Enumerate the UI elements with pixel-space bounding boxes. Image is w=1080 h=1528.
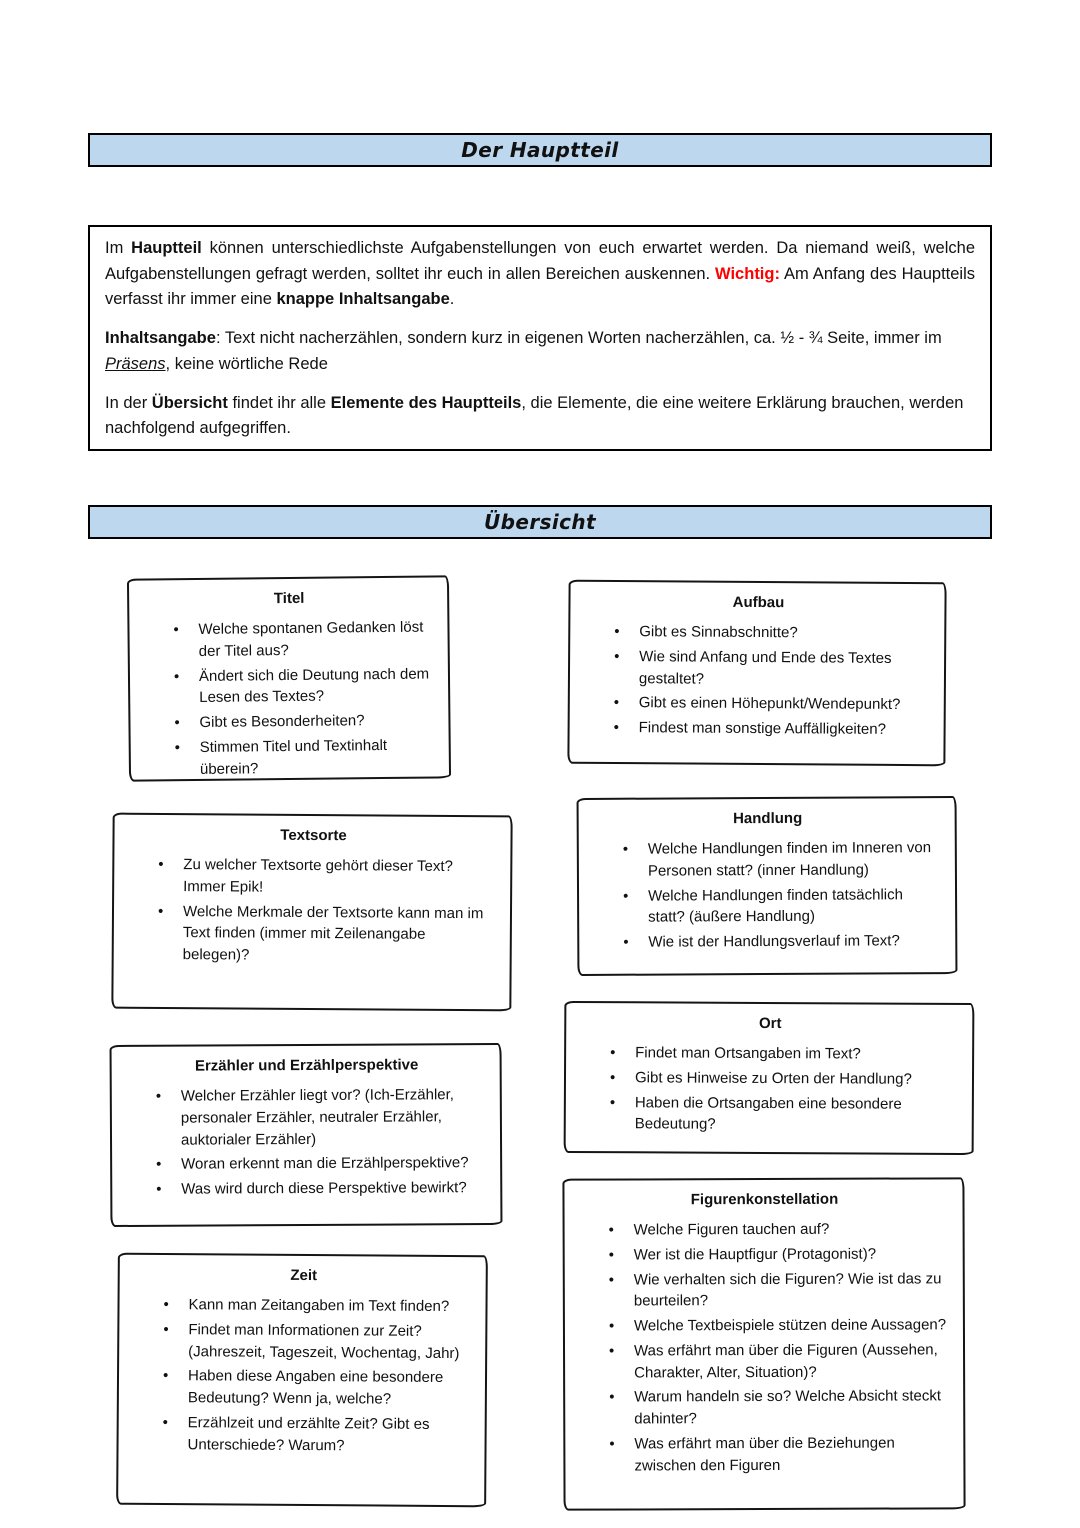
- intro-text-box: [88, 225, 992, 451]
- list-item: • Wie sind Anfang und Ende des Textes gestaltet?: [612, 646, 930, 692]
- list-item: • Stimmen Titel und Textinhalt überein?: [173, 734, 435, 780]
- box-textsorte-title: Textsorte: [280, 826, 347, 845]
- box-ort-title: Ort: [758, 1014, 782, 1033]
- list-item: • Kann man Zeitangaben im Text finden?: [161, 1294, 471, 1318]
- section-header-uebersicht: [88, 505, 992, 539]
- list-item: • Erzählzeit und erzählte Zeit? Gibt es Unterschiede? Warum?: [160, 1412, 470, 1458]
- list-item: • Gibt es Hinweise zu Orten der Handlung?: [608, 1067, 958, 1091]
- list-item: • Findet man Informationen zur Zeit?(Jahreszeit, Tageszeit, Wochentag, Jahr): [161, 1319, 471, 1365]
- list-item: • Welche spontanen Gedanken löst der Titel aus?: [171, 616, 433, 662]
- list-item: • Ändert sich die Deutung nach dem Lesen des Textes?: [172, 663, 434, 709]
- box-ort-list: [578, 1042, 962, 1137]
- box-aufbau: [567, 580, 946, 767]
- intro-paragraph-inhaltsangabe: Inhaltsangabe: Text nicht nacherzählen, sondern kurz in eigenen Worten nacherzählen, ca. ½ - ¾ Seite, immer im Präsens, keine wörtliche Rede: [105, 329, 942, 373]
- list-item: • Welche Textbeispiele stützen deine Aussagen?: [607, 1314, 949, 1337]
- box-handlung-list: [591, 837, 946, 954]
- list-item: • Was erfährt man über die Figuren (Aussehen, Charakter, Alter, Situation)?: [607, 1339, 949, 1384]
- box-figuren-title: Figurenkonstellation: [690, 1190, 839, 1209]
- box-textsorte-list: [126, 854, 501, 968]
- list-item: • Wer ist die Hauptfigur (Protagonist)?: [607, 1243, 949, 1266]
- box-titel-title: Titel: [273, 589, 305, 608]
- list-item: • Was erfährt man über die Beziehungen zwischen den Figuren: [607, 1432, 949, 1477]
- box-titel-list: [141, 616, 439, 780]
- box-handlung: [577, 796, 958, 976]
- list-item: • Gibt es einen Höhepunkt/Wendepunkt?: [612, 692, 930, 716]
- list-item: • Zu welcher Textsorte gehört dieser Text? Immer Epik!: [156, 854, 496, 900]
- list-item: • Haben diese Angaben eine besondere Bedeutung? Wenn ja, welche?: [161, 1365, 471, 1411]
- section-header-uebersicht-label: Übersicht: [484, 510, 596, 534]
- list-item: • Haben die Ortsangaben eine besondere Bedeutung?: [608, 1092, 958, 1137]
- box-erzaehler-list: [124, 1084, 491, 1201]
- list-item: • Wie ist der Handlungsverlauf im Text?: [621, 930, 941, 953]
- box-zeit-list: [130, 1294, 475, 1458]
- box-figuren-list: [577, 1218, 954, 1477]
- list-item: • Gibt es Besonderheiten?: [172, 709, 434, 733]
- list-item: • Welche Figuren tauchen auf?: [607, 1218, 949, 1241]
- list-item: • Gibt es Sinnabschnitte?: [612, 621, 930, 645]
- list-item: • Welcher Erzähler liegt vor? (Ich-Erzähler, personaler Erzähler, neutraler Erzähler, auktorialer Erzähler): [154, 1084, 486, 1151]
- box-zeit-title: Zeit: [290, 1266, 318, 1285]
- box-erzaehler-erzaehlperspektive: [110, 1043, 503, 1227]
- intro-paragraph-uebersicht: In der Übersicht findet ihr alle Elemente des Hauptteils, die Elemente, die eine weitere Erklärung brauchen, werden nachfolgend aufgegriffen.: [105, 393, 964, 438]
- list-item: • Findet man Ortsangaben im Text?: [608, 1042, 958, 1066]
- list-item: • Welche Handlungen finden im Inneren von Personen statt? (inner Handlung): [621, 837, 941, 882]
- box-aufbau-list: [582, 621, 935, 741]
- box-aufbau-title: Aufbau: [732, 593, 785, 612]
- box-textsorte: [111, 813, 512, 1012]
- list-item: • Welche Handlungen finden tatsächlich statt? (äußere Handlung): [621, 884, 941, 929]
- box-titel: [127, 575, 451, 781]
- list-item: • Welche Merkmale der Textsorte kann man im Text finden (immer mit Zeilenangabe belegen)?: [156, 900, 496, 968]
- section-header-hauptteil-label: Der Hauptteil: [461, 138, 619, 162]
- list-item: • Woran erkennt man die Erzählperspektive?: [154, 1152, 486, 1175]
- box-erzaehler-title: Erzähler und Erzählperspektive: [194, 1056, 419, 1075]
- list-item: • Wie verhalten sich die Figuren? Wie ist das zu beurteilen?: [607, 1268, 949, 1313]
- section-header-hauptteil: [88, 133, 992, 167]
- box-figurenkonstellation: [562, 1177, 965, 1510]
- intro-paragraph-hauptteil: Im Hauptteil können unterschiedlichste Aufgabenstellungen von euch erwartet werden. Da niemand weiß, welche Aufgabenstellungen gefragt werden, solltet ihr euch in allen Bereichen auskennen. Wichtig: Am Anfang des Hauptteils verfasst ihr immer eine knappe Inhaltsangabe.: [105, 239, 975, 309]
- box-zeit: [116, 1253, 488, 1508]
- box-ort: [564, 1001, 975, 1155]
- list-item: • Warum handeln sie so? Welche Absicht steckt dahinter?: [607, 1386, 949, 1431]
- list-item: • Findest man sonstige Auffälligkeiten?: [612, 717, 930, 741]
- box-handlung-title: Handlung: [733, 809, 803, 828]
- list-item: • Was wird durch diese Perspektive bewirkt?: [154, 1177, 486, 1200]
